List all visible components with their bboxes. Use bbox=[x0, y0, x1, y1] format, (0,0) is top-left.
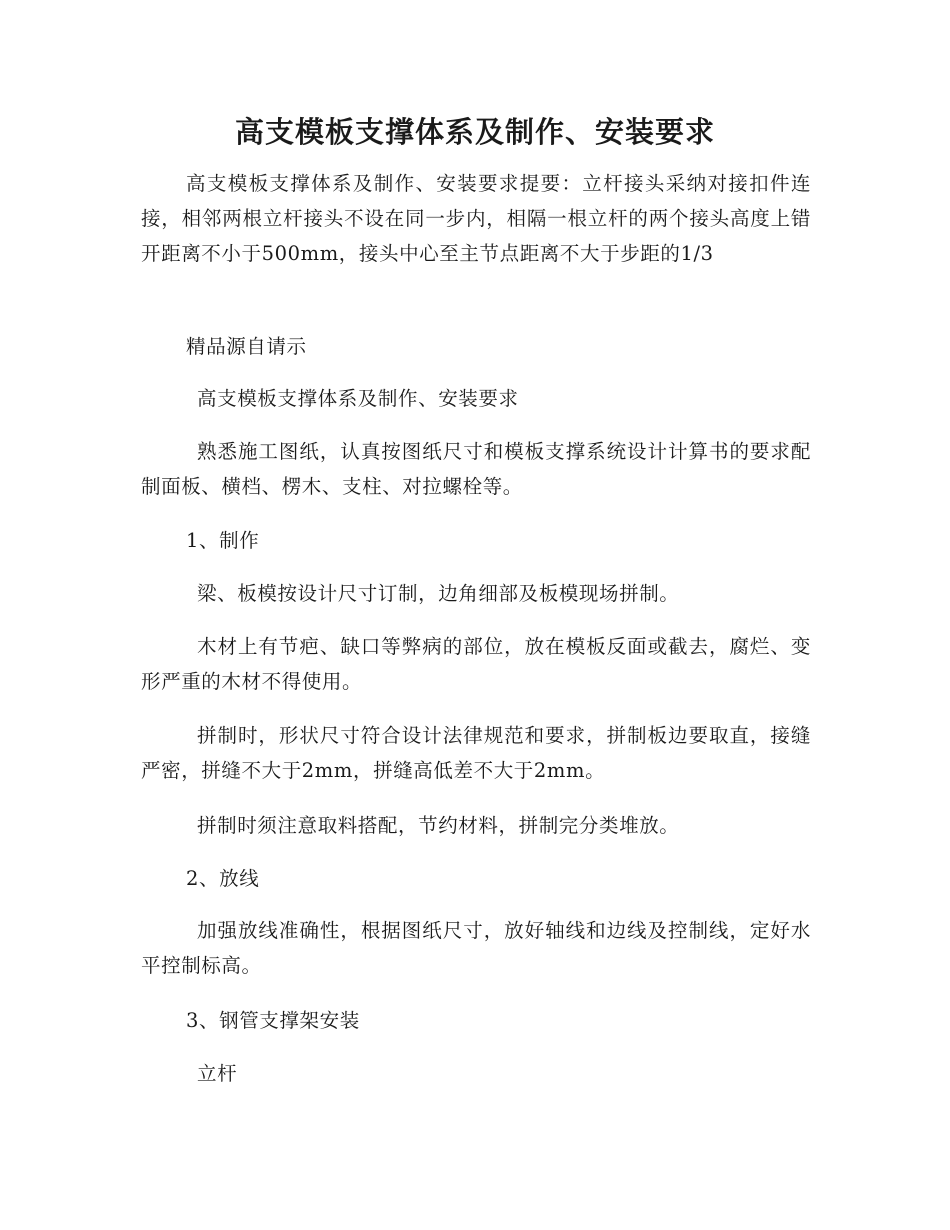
body-paragraph: 木材上有节疤、缺口等弊病的部位，放在模板反面或截去，腐烂、变形严重的木材不得使用。 bbox=[141, 635, 811, 693]
body-paragraph: 拼制时须注意取料搭配，节约材料，拼制完分类堆放。 bbox=[197, 814, 680, 837]
subsection-heading-scaffold: 3、钢管支撑架安装 bbox=[186, 1009, 360, 1032]
body-paragraph: 熟悉施工图纸，认真按图纸尺寸和模板支撑系统设计计算书的要求配制面板、横档、楞木、支柱、对拉螺栓等。 bbox=[141, 440, 811, 498]
section-heading: 高支模板支撑体系及制作、安装要求 bbox=[197, 387, 519, 410]
document-title: 高支模板支撑体系及制作、安装要求 bbox=[234, 115, 715, 149]
body-paragraph: 拼制时，形状尺寸符合设计法律规范和要求，拼制板边要取直，接缝严密，拼缝不大于2mm，拼缝高低差不大于2mm。 bbox=[141, 724, 811, 782]
subsection-heading-make: 1、制作 bbox=[186, 529, 260, 552]
body-paragraph: 加强放线准确性，根据图纸尺寸，放好轴线和边线及控制线，定好水平控制标高。 bbox=[141, 919, 811, 977]
body-paragraph: 梁、板模按设计尺寸订制，边角细部及板模现场拼制。 bbox=[197, 582, 680, 605]
body-paragraph: 立杆 bbox=[197, 1062, 238, 1085]
subsection-heading-layout: 2、放线 bbox=[186, 867, 260, 890]
summary-paragraph: 高支模板支撑体系及制作、安装要求提要：立杆接头采纳对接扣件连接，相邻两根立杆接头不设在同一步内，相隔一根立杆的两个接头高度上错开距离不小于500mm，接头中心至主节点距离不大于步距的1/3 bbox=[141, 172, 811, 265]
source-note: 精品源自请示 bbox=[186, 335, 307, 358]
